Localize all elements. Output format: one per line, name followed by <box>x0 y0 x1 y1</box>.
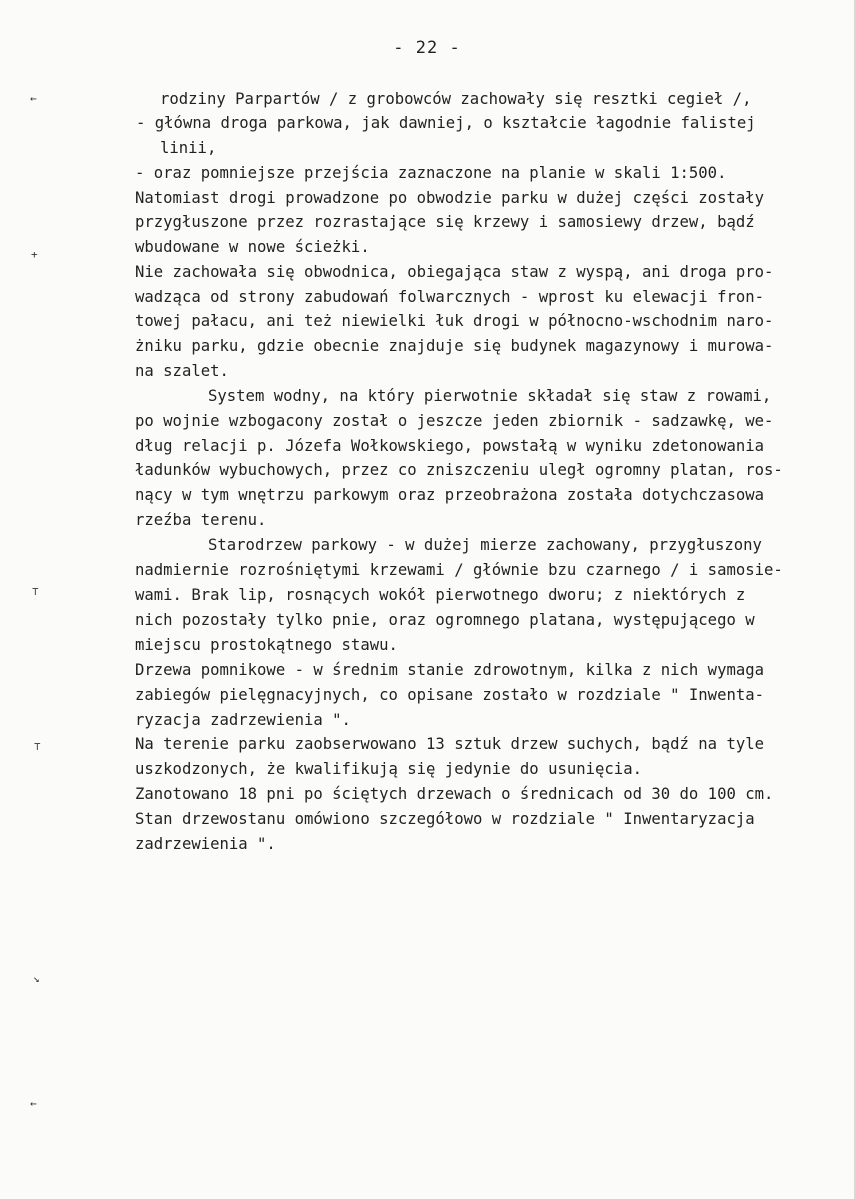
text-line: miejscu prostokątnego stawu. <box>135 636 398 654</box>
text-line: - oraz pomniejsze przejścia zaznaczone na planie w skali 1:500. <box>135 164 727 182</box>
text-line: Starodrzew parkowy - w dużej mierze zachowany, przygłuszony <box>208 536 762 554</box>
text-line: towej pałacu, ani też niewielki łuk drogi w północno-wschodnim naro- <box>135 312 774 330</box>
margin-mark: ⊤ <box>32 585 39 598</box>
text-line: nich pozostały tylko pnie, oraz ogromnego platana, występującego w <box>135 611 755 629</box>
text-line: przygłuszone przez rozrastające się krzewy i samosiewy drzew, bądź <box>135 213 755 231</box>
text-line: dług relacji p. Józefa Wołkowskiego, powstałą w wyniku zdetonowania <box>135 437 765 455</box>
text-line: uszkodzonych, że kwalifikują się jedynie do usunięcia. <box>135 760 642 778</box>
text-line: Drzewa pomnikowe - w średnim stanie zdrowotnym, kilka z nich wymaga <box>135 661 765 679</box>
text-line: wadząca od strony zabudowań folwarcznych - wprost ku elewacji fron- <box>135 288 765 306</box>
text-line: linii, <box>160 139 217 157</box>
margin-mark: ↘ <box>33 972 40 985</box>
text-line: nadmiernie rozrośniętymi krzewami / głównie bzu czarnego / i samosie- <box>135 561 783 579</box>
text-line: na szalet. <box>135 362 229 380</box>
text-line: - główna droga parkowa, jak dawniej, o kształcie łagodnie falistej <box>136 114 756 132</box>
text-line: Stan drzewostanu omówiono szczegółowo w rozdziale " Inwentaryzacja <box>135 810 755 828</box>
text-line: Zanotowano 18 pni po ściętych drzewach o średnicach od 30 do 100 cm. <box>135 785 774 803</box>
text-line: ryzacja zadrzewienia ". <box>135 711 351 729</box>
margin-mark: ⊤ <box>34 740 41 753</box>
text-line: rodziny Parpartów / z grobowców zachowały się resztki cegieł /, <box>160 90 752 108</box>
margin-mark: + <box>31 248 38 261</box>
text-line: rzeźba terenu. <box>135 511 267 529</box>
text-line: Na terenie parku zaobserwowano 13 sztuk drzew suchych, bądź na tyle <box>135 735 765 753</box>
margin-mark: ← <box>30 92 37 105</box>
text-line: Nie zachowała się obwodnica, obiegająca staw z wyspą, ani droga pro- <box>135 263 774 281</box>
text-line: wbudowane w nowe ścieżki. <box>135 238 370 256</box>
text-line: System wodny, na który pierwotnie składał się staw z rowami, <box>208 387 772 405</box>
text-line: nący w tym wnętrzu parkowym oraz przeobrażona została dotychczasowa <box>135 486 765 504</box>
text-line: po wojnie wzbogacony został o jeszcze jeden zbiornik - sadzawkę, we- <box>135 412 774 430</box>
text-line: zadrzewienia ". <box>135 835 276 853</box>
text-line: Natomiast drogi prowadzone po obwodzie parku w dużej części zostały <box>135 189 765 207</box>
page-number: - 22 - <box>393 38 461 58</box>
text-line: żniku parku, gdzie obecnie znajduje się budynek magazynowy i murowa- <box>135 337 774 355</box>
text-line: wami. Brak lip, rosnących wokół pierwotnego dworu; z niektórych z <box>135 586 746 604</box>
text-line: ładunków wybuchowych, przez co zniszczeniu uległ ogromny platan, ros- <box>135 461 783 479</box>
margin-mark: ← <box>30 1097 37 1110</box>
text-line: zabiegów pielęgnacyjnych, co opisane zostało w rozdziale " Inwenta- <box>135 686 765 704</box>
